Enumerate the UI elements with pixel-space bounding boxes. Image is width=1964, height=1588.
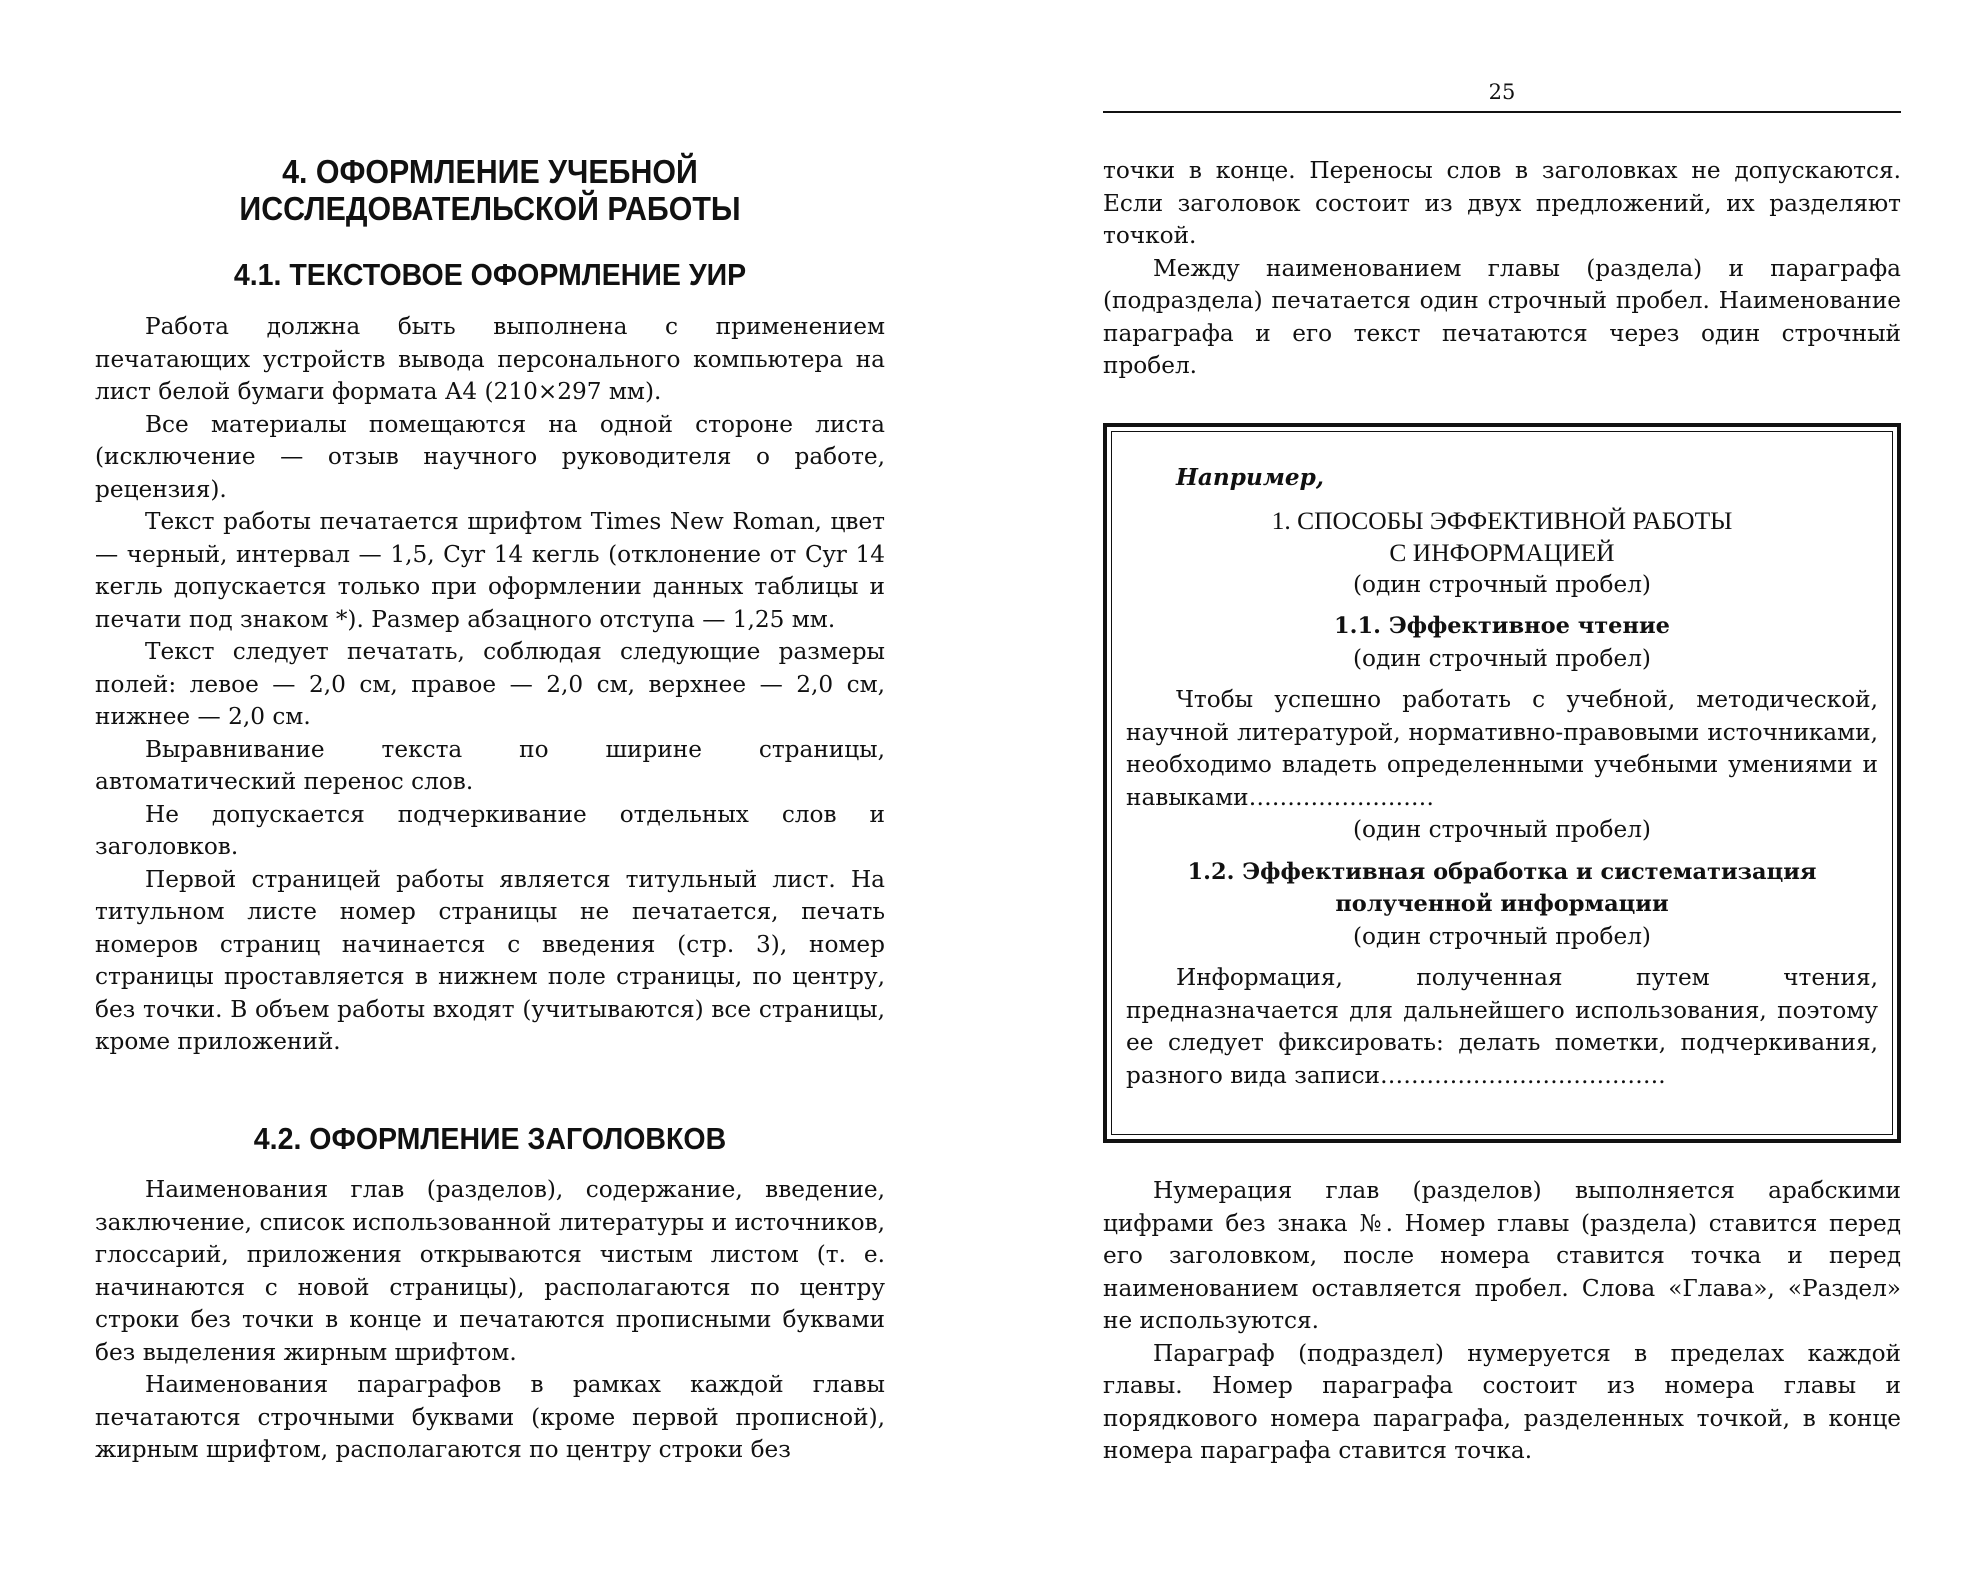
example-box [1103,423,1901,1143]
chapter-title [127,153,854,227]
paragraph: Первой страницей работы является титульный лист. На титульном листе номер страницы не печатается, печать номеров страниц начинается с введения (стр. 3), номер страницы проставляется в нижнем поле страницы, по центру, без точки. В объем работы входят (учитываются) все страницы, кроме приложений. [95,865,885,1055]
example-subsection-2-line-2: полученной информации [1335,891,1669,917]
example-subsection-2-line-1: 1.2. Эффективная обработка и систематизация [1187,858,1817,885]
section-title-4-1: 4.1. ТЕКСТОВОЕ ОФОРМЛЕНИЕ УИР [233,257,747,292]
paragraph: Не допускается подчеркивание отдельных слов и заголовков. [95,800,885,860]
right-bottom-body [1103,1175,1901,1468]
paragraph: Выравнивание текста по ширине страницы, автоматический перенос слов. [95,735,885,795]
space-note: (один строчный пробел) [1353,644,1651,672]
paragraph: Между наименованием главы (раздела) и параграфа (подраздела) печатается один строчный пробел. Наименование параграфа и его текст печатаются через один строчный пробел. [1103,254,1901,379]
paragraph: Текст следует печатать, соблюдая следующие размеры полей: левое — 2,0 см, правое — 2,0 см, верхнее — 2,0 см, нижнее — 2,0 см. [95,638,885,730]
example-paragraph-1: Чтобы успешно работать с учебной, методической, научной литературой, нормативно-правовыми источниками, необходимо владеть определенными учебными умениями и навыками…………………… [1126,686,1878,811]
example-paragraph-2: Информация, полученная путем чтения, предназначается для дальнейшего использования, поэтому ее следует фиксировать: делать пометки, подчеркивания, разного вида записи………………………………. [1126,964,1878,1089]
example-chapter-line-1: 1. СПОСОБЫ ЭФФЕКТИВНОЙ РАБОТЫ [1271,505,1733,535]
header-rule [1103,111,1901,113]
section-title-4-2: 4.2. ОФОРМЛЕНИЕ ЗАГОЛОВКОВ [253,1121,727,1156]
page-number: 25 [1488,80,1516,104]
space-note: (один строчный пробел) [1353,922,1651,950]
section-4-1-body [95,311,885,1059]
paragraph: Наименования глав (разделов), содержание, введение, заключение, список использованной литературы и источников, глоссарий, приложения открываются чистым листом (т. е. начинаются с новой страницы), располагаются по центру строки без точки в конце и печатаются прописными буквами без выделения жирным шрифтом. [95,1176,885,1366]
space-note: (один строчный пробел) [1353,816,1651,843]
section-4-2-body [95,1174,885,1467]
right-top-body [1103,155,1901,383]
paragraph: точки в конце. Переносы слов в заголовках не допускаются. Если заголовок состоит из двух предложений, их разделяют точкой. [1103,157,1901,249]
chapter-title-line-1: 4. ОФОРМЛЕНИЕ УЧЕБНОЙ [282,153,698,190]
paragraph: Работа должна быть выполнена с применением печатающих устройств вывода персонального компьютера на лист белой бумаги формата А4 (210×297 мм). [95,313,885,405]
paragraph: Все материалы помещаются на одной стороне листа (исключение — отзыв научного руководителя о работе, рецензия). [95,410,885,503]
paragraph: Параграф (подраздел) нумеруется в пределах каждой главы. Номер параграфа состоит из номера главы и порядкового номера параграфа, разделенных точкой, в конце номера параграфа ставится точка. [1103,1339,1901,1464]
example-box-inner [1111,431,1893,1135]
chapter-title-line-2: ИССЛЕДОВАТЕЛЬСКОЙ РАБОТЫ [239,190,741,227]
space-note: (один строчный пробел) [1353,570,1651,598]
example-chapter-line-2: С ИНФОРМАЦИЕЙ [1389,537,1615,567]
paragraph: Наименования параграфов в рамках каждой главы печатаются строчными буквами (кроме первой прописной), жирным шрифтом, располагаются по центру строки без [95,1371,885,1463]
example-label: Например, [1176,464,1324,491]
paragraph: Текст работы печатается шрифтом Times New Roman, цвет — черный, интервал — 1,5, Cyr 14 кегль (отклонение от Cyr 14 кегль допускается только при оформлении данных таблицы и печати под знаком *). Размер абзацного отступа — 1,25 мм. [95,508,885,633]
example-subsection-1: 1.1. Эффективное чтение [1334,613,1670,639]
paragraph: Нумерация глав (разделов) выполняется арабскими цифрами без знака №. Номер главы (раздела) ставится перед его заголовком, после номера ставится точка и перед наименованием оставляется пробел. Слова «Глава», «Раздел» не используются. [1103,1177,1901,1334]
